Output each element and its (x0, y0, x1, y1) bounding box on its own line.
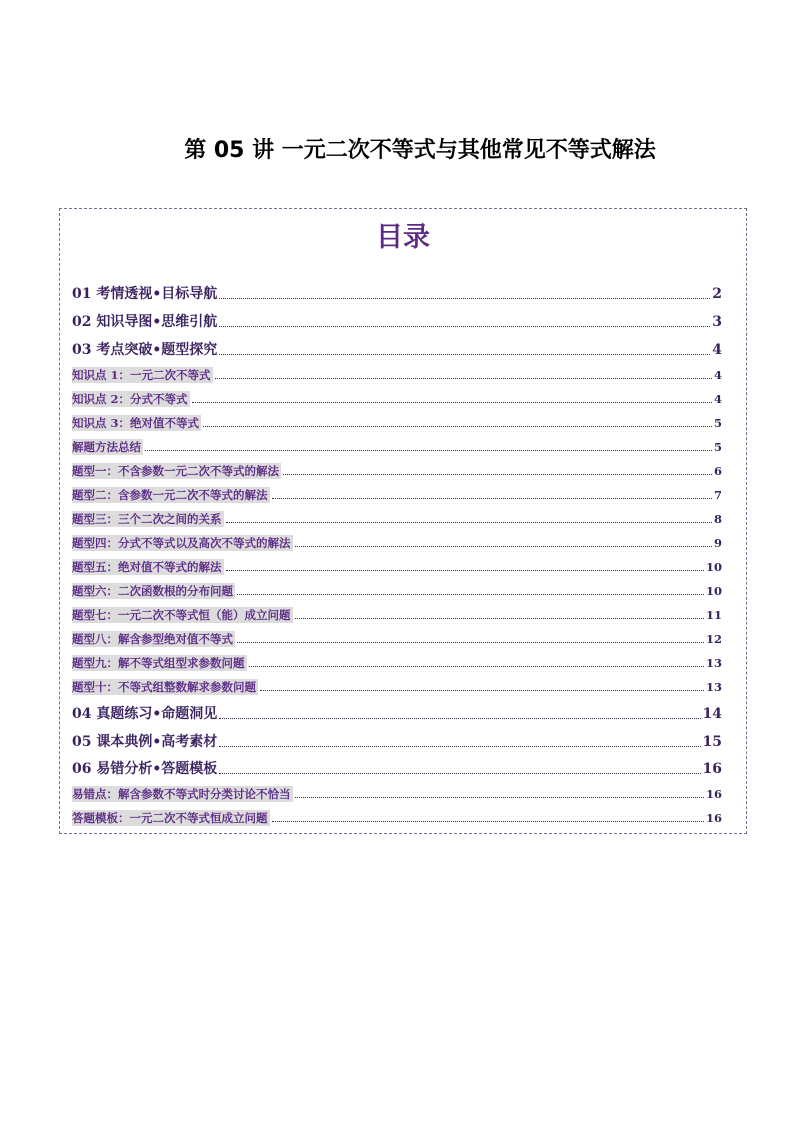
toc-dot-leader (260, 689, 704, 691)
toc-entry-page-number: 9 (713, 536, 722, 550)
toc-entry-label: 03 考点突破•题型探究 (72, 342, 218, 358)
toc-subsection-entry[interactable] (72, 810, 722, 826)
toc-entry-page-number: 2 (712, 286, 722, 302)
toc-dot-leader (295, 796, 704, 798)
toc-entry-page-number: 13 (705, 680, 722, 694)
toc-entry-page-number: 4 (712, 342, 722, 358)
toc-dot-leader (283, 473, 712, 475)
toc-entry-page-number: 6 (713, 464, 722, 478)
toc-dot-leader (226, 569, 704, 571)
toc-entry-label: 知识点 3：绝对值不等式 (72, 416, 200, 430)
toc-dot-leader (219, 772, 700, 774)
document-title: 第 05 讲 一元二次不等式与其他常见不等式解法 (184, 138, 656, 163)
toc-entry-page-number: 14 (702, 706, 722, 722)
toc-entry-page-number: 5 (713, 440, 722, 454)
toc-entry-page-number: 12 (705, 632, 722, 646)
toc-subsection-entry[interactable] (72, 679, 722, 695)
toc-dot-leader (203, 425, 712, 427)
toc-entry-page-number: 16 (705, 787, 722, 801)
toc-entry-label: 题型十：不等式组整数解求参数问题 (72, 680, 256, 694)
toc-subsection-entry[interactable] (72, 511, 722, 527)
toc-section-entry[interactable] (72, 705, 722, 723)
toc-dot-leader (219, 297, 710, 299)
toc-entry-label: 解题方法总结 (72, 440, 141, 454)
toc-subsection-entry[interactable] (72, 535, 722, 551)
toc-section-entry[interactable] (72, 313, 722, 331)
toc-subsection-entry[interactable] (72, 559, 722, 575)
toc-entry-page-number: 5 (713, 416, 722, 430)
toc-section-entry[interactable] (72, 733, 722, 751)
toc-entry-label: 题型二：含参数一元二次不等式的解法 (72, 488, 268, 502)
toc-dot-leader (226, 521, 712, 523)
toc-dot-leader (249, 665, 704, 667)
toc-entry-label: 题型三：三个二次之间的关系 (72, 512, 222, 526)
toc-entry-page-number: 16 (705, 811, 722, 825)
toc-subsection-entry[interactable] (72, 415, 722, 431)
toc-subsection-entry[interactable] (72, 463, 722, 479)
toc-dot-leader (237, 593, 704, 595)
toc-entry-page-number: 4 (713, 392, 722, 406)
toc-entry-page-number: 16 (702, 761, 722, 777)
toc-heading: 目录 (376, 222, 430, 253)
toc-entry-label: 题型五：绝对值不等式的解法 (72, 560, 222, 574)
toc-subsection-entry[interactable] (72, 439, 722, 455)
toc-dot-leader (219, 353, 710, 355)
toc-dot-leader (272, 820, 704, 822)
toc-subsection-entry[interactable] (72, 487, 722, 503)
toc-entry-label: 01 考情透视•目标导航 (72, 286, 218, 302)
toc-subsection-entry[interactable] (72, 655, 722, 671)
toc-dot-leader (295, 545, 712, 547)
toc-entry-label: 06 易错分析•答题模板 (72, 761, 218, 777)
toc-subsection-entry[interactable] (72, 583, 722, 599)
toc-dot-leader (219, 717, 700, 719)
toc-subsection-entry[interactable] (72, 391, 722, 407)
toc-entry-label: 题型七：一元二次不等式恒（能）成立问题 (72, 608, 291, 622)
toc-entry-label: 易错点：解含参数不等式时分类讨论不恰当 (72, 787, 291, 801)
toc-entry-label: 知识点 1：一元二次不等式 (72, 368, 211, 382)
toc-entry-label: 题型六：二次函数根的分布问题 (72, 584, 233, 598)
toc-section-entry[interactable] (72, 760, 722, 778)
toc-subsection-entry[interactable] (72, 607, 722, 623)
toc-section-entry[interactable] (72, 285, 722, 303)
toc-dot-leader (295, 617, 704, 619)
toc-entry-label: 02 知识导图•思维引航 (72, 314, 218, 330)
toc-entry-label: 题型九：解不等式组型求参数问题 (72, 656, 245, 670)
toc-entry-label: 题型四：分式不等式以及高次不等式的解法 (72, 536, 291, 550)
toc-entry-page-number: 15 (702, 734, 722, 750)
toc-entry-label: 题型八：解含参型绝对值不等式 (72, 632, 233, 646)
toc-entry-page-number: 3 (712, 314, 722, 330)
toc-entry-label: 知识点 2：分式不等式 (72, 392, 188, 406)
toc-subsection-entry[interactable] (72, 631, 722, 647)
toc-section-entry[interactable] (72, 341, 722, 359)
toc-entry-page-number: 8 (713, 512, 722, 526)
toc-subsection-entry[interactable] (72, 367, 722, 383)
toc-entry-page-number: 10 (705, 584, 722, 598)
toc-entry-page-number: 7 (713, 488, 722, 502)
toc-dot-leader (215, 377, 712, 379)
toc-dot-leader (192, 401, 712, 403)
toc-entry-label: 05 课本典例•高考素材 (72, 734, 218, 750)
toc-entry-label: 04 真题练习•命题洞见 (72, 706, 218, 722)
toc-entry-page-number: 13 (705, 656, 722, 670)
toc-entry-page-number: 10 (705, 560, 722, 574)
toc-dot-leader (219, 745, 700, 747)
toc-dot-leader (145, 449, 712, 451)
toc-subsection-entry[interactable] (72, 786, 722, 802)
table-of-contents (59, 208, 747, 834)
toc-dot-leader (237, 641, 704, 643)
toc-dot-leader (272, 497, 712, 499)
toc-entry-page-number: 4 (713, 368, 722, 382)
toc-dot-leader (219, 325, 710, 327)
toc-entry-label: 答题模板：一元二次不等式恒成立问题 (72, 811, 268, 825)
toc-entry-label: 题型一：不含参数一元二次不等式的解法 (72, 464, 279, 478)
toc-entry-page-number: 11 (705, 608, 722, 622)
